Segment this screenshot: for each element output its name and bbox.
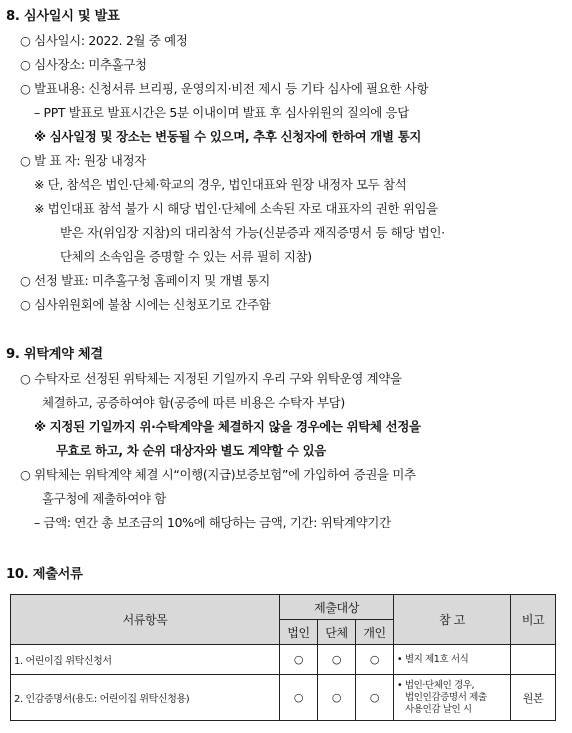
- section-9-notice-line-2: 무효로 하고, 차 순위 대상자와 별도 계약할 수 있음: [56, 443, 326, 458]
- individual-mark: ○: [356, 675, 394, 721]
- table-row: [11, 675, 556, 721]
- section-8-line-4: – PPT 발표로 발표시간은 5분 이내이며 발표 후 심사위원의 질의에 응답: [34, 105, 409, 120]
- reference-note-line: • 법인·단체인 경우,: [397, 679, 475, 691]
- section-8-line-9: 받은 자(위임장 지참)의 대리참석 가능(신분증과 재직증명서 등 해당 법인·: [60, 225, 445, 240]
- section-10-heading: 10. 제출서류: [6, 567, 83, 582]
- section-9-line-2: 체결하고, 공증하여야 함(공증에 따른 비용은 수탁자 부담): [42, 395, 345, 410]
- corporation-mark: ○: [280, 645, 318, 675]
- document-name: 1. 어린이집 위탁신청서: [11, 645, 280, 675]
- reference-note-line: 사용인감 날인 시: [405, 703, 472, 715]
- reference-note: [394, 675, 511, 721]
- header-document-item: 서류항목: [11, 595, 280, 645]
- header-individual: 개인: [356, 620, 394, 645]
- documents-table: [10, 594, 556, 721]
- section-8-line-6: ○ 발 표 자: 원장 내정자: [20, 153, 146, 168]
- header-remarks: 비고: [511, 595, 556, 645]
- section-9-line-1: ○ 수탁자로 선정된 위탁체는 지정된 기일까지 우리 구와 위탁운영 계약을: [20, 371, 402, 386]
- section-9-line-6: 홀구청에 제출하여야 함: [42, 491, 166, 506]
- reference-note: [394, 645, 511, 675]
- section-8-line-7: ※ 단, 참석은 법인·단체·학교의 경우, 법인대표와 원장 내정자 모두 참석: [34, 177, 407, 192]
- section-9-heading: 9. 위탁계약 체결: [6, 347, 103, 362]
- section-8-line-2: ○ 심사장소: 미추홀구청: [20, 57, 147, 72]
- individual-mark: ○: [356, 645, 394, 675]
- document-name: 2. 인감증명서(용도: 어린이집 위탁신청용): [11, 675, 280, 721]
- section-9-line-5: ○ 위탁체는 위탁계약 체결 시“이행(지급)보증보험”에 가입하여 증권을 미추: [20, 467, 416, 482]
- section-9-notice-line-1: ※ 지정된 기일까지 위·수탁계약을 체결하지 않을 경우에는 위탁체 선정을: [34, 419, 421, 434]
- section-9-line-7: – 금액: 연간 총 보조금의 10%에 해당하는 금액, 기간: 위탁계약기간: [34, 515, 391, 530]
- section-8-line-10: 단체의 소속임을 증명할 수 있는 서류 필히 지참): [60, 249, 312, 264]
- section-8-heading: 8. 심사일시 및 발표: [6, 9, 120, 24]
- reference-note-line: 법인인감증명서 제출: [405, 691, 487, 703]
- header-reference: 참 고: [394, 595, 511, 645]
- reference-note-line: • 별지 제1호 서식: [397, 653, 469, 665]
- remarks-cell: [511, 645, 556, 675]
- section-8-notice: ※ 심사일정 및 장소는 변동될 수 있으며, 추후 신청자에 한하여 개별 통지: [34, 129, 422, 144]
- table-row: [11, 645, 556, 675]
- corporation-mark: ○: [280, 675, 318, 721]
- header-submission-target: 제출대상: [280, 595, 394, 620]
- organization-mark: ○: [318, 675, 356, 721]
- section-8-line-1: ○ 심사일시: 2022. 2월 중 예정: [20, 33, 188, 48]
- section-8-line-3: ○ 발표내용: 신청서류 브리핑, 운영의지·비전 제시 등 기타 심사에 필요한 사항: [20, 81, 429, 96]
- section-8-line-11: ○ 선정 발표: 미추홀구청 홈페이지 및 개별 통지: [20, 273, 270, 288]
- header-corporation: 법인: [280, 620, 318, 645]
- header-organization: 단체: [318, 620, 356, 645]
- organization-mark: ○: [318, 645, 356, 675]
- section-8-line-8: ※ 법인대표 참석 불가 시 해당 법인·단체에 소속된 자로 대표자의 권한 위임을: [34, 201, 438, 216]
- section-8-line-12: ○ 심사위원회에 불참 시에는 신청포기로 간주함: [20, 297, 271, 312]
- remarks-cell: 원본: [511, 675, 556, 721]
